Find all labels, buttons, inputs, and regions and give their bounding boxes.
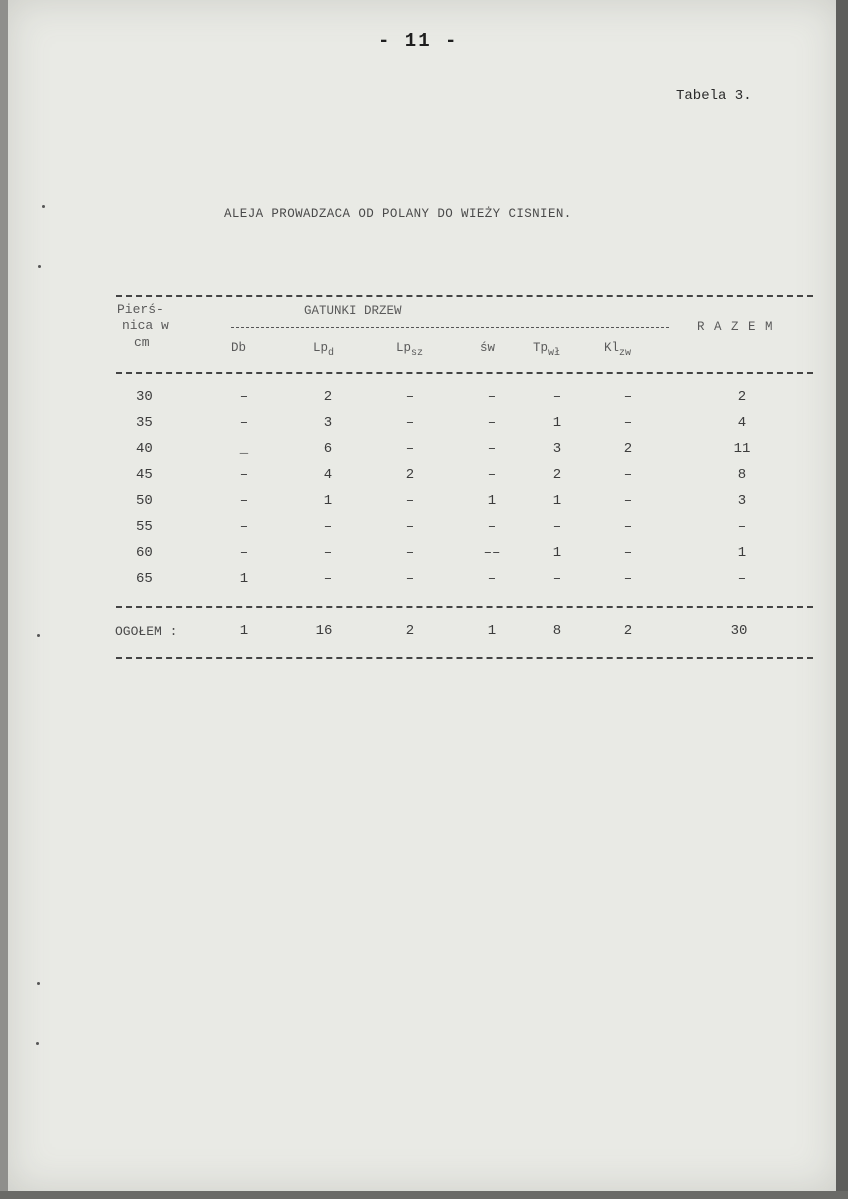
margin-dot bbox=[37, 634, 40, 637]
row-cell-db: – bbox=[239, 519, 249, 535]
total-db: 1 bbox=[239, 623, 249, 639]
total-tp: 8 bbox=[552, 623, 562, 639]
header-col-tp: $Tp_{wł}$ bbox=[533, 341, 561, 359]
row-diameter: 45 bbox=[136, 467, 153, 483]
page-number: - 11 - bbox=[378, 30, 459, 52]
row-cell-sw: – bbox=[487, 519, 497, 535]
row-cell-lpsz: 2 bbox=[405, 467, 415, 483]
row-diameter: 30 bbox=[136, 389, 153, 405]
row-cell-sw: – bbox=[487, 467, 497, 483]
row-cell-razem: 2 bbox=[737, 389, 747, 405]
total-lpd: 16 bbox=[315, 623, 333, 639]
row-cell-razem: 4 bbox=[737, 415, 747, 431]
row-diameter: 50 bbox=[136, 493, 153, 509]
row-cell-sw: – bbox=[487, 389, 497, 405]
row-cell-sw: 1 bbox=[487, 493, 497, 509]
header-razem: R A Z E M bbox=[697, 320, 774, 334]
table-title: ALEJA PROWADZACA OD POLANY DO WIEŻY CISNIEN. bbox=[224, 207, 572, 221]
row-cell-lpsz: – bbox=[405, 519, 415, 535]
row-cell-razem: 1 bbox=[737, 545, 747, 561]
header-diameter-line2: nica w bbox=[122, 318, 169, 333]
row-cell-kl: – bbox=[623, 389, 633, 405]
row-cell-lpsz: – bbox=[405, 571, 415, 587]
row-cell-db: 1 bbox=[239, 571, 249, 587]
row-diameter: 65 bbox=[136, 571, 153, 587]
margin-dot bbox=[37, 982, 40, 985]
row-cell-tp: 1 bbox=[552, 493, 562, 509]
header-species-group: GATUNKI DRZEW bbox=[304, 304, 402, 318]
row-cell-tp: 1 bbox=[552, 415, 562, 431]
margin-dot bbox=[36, 1042, 39, 1045]
total-label: OGOŁEM : bbox=[115, 624, 178, 639]
margin-dot bbox=[42, 205, 45, 208]
row-cell-lpd: 2 bbox=[323, 389, 333, 405]
scan-edge-bottom bbox=[0, 1191, 848, 1199]
row-cell-lpd: – bbox=[323, 545, 333, 561]
row-cell-lpd: 6 bbox=[323, 441, 333, 457]
header-bottom-rule bbox=[116, 372, 813, 374]
row-cell-db: – bbox=[239, 415, 249, 431]
row-cell-tp: 1 bbox=[552, 545, 562, 561]
row-diameter: 60 bbox=[136, 545, 153, 561]
row-cell-razem: 3 bbox=[737, 493, 747, 509]
row-cell-razem: – bbox=[737, 519, 747, 535]
row-cell-db: – bbox=[239, 493, 249, 509]
row-cell-kl: – bbox=[623, 519, 633, 535]
row-cell-lpd: – bbox=[323, 571, 333, 587]
row-cell-db: _ bbox=[239, 441, 249, 457]
header-diameter-line3: cm bbox=[134, 335, 150, 350]
header-group-rule bbox=[231, 327, 669, 328]
total-top-rule bbox=[116, 606, 813, 608]
row-cell-kl: – bbox=[623, 467, 633, 483]
row-cell-lpd: – bbox=[323, 519, 333, 535]
total-kl: 2 bbox=[623, 623, 633, 639]
row-cell-tp: – bbox=[552, 571, 562, 587]
row-cell-razem: 8 bbox=[737, 467, 747, 483]
row-diameter: 40 bbox=[136, 441, 153, 457]
table-top-rule bbox=[116, 295, 813, 297]
row-cell-tp: – bbox=[552, 389, 562, 405]
row-cell-tp: 2 bbox=[552, 467, 562, 483]
header-col-db: Db bbox=[231, 341, 247, 355]
row-cell-lpsz: – bbox=[405, 545, 415, 561]
row-cell-lpd: 1 bbox=[323, 493, 333, 509]
row-cell-lpsz: – bbox=[405, 415, 415, 431]
table-bottom-rule bbox=[116, 657, 813, 659]
total-razem: 30 bbox=[730, 623, 748, 639]
row-cell-sw: – bbox=[487, 571, 497, 587]
row-cell-tp: – bbox=[552, 519, 562, 535]
margin-dot bbox=[38, 265, 41, 268]
row-cell-sw: – bbox=[487, 415, 497, 431]
row-cell-db: – bbox=[239, 389, 249, 405]
row-cell-kl: 2 bbox=[623, 441, 633, 457]
row-cell-sw: – bbox=[487, 441, 497, 457]
row-cell-lpsz: – bbox=[405, 493, 415, 509]
total-lpsz: 2 bbox=[405, 623, 415, 639]
row-cell-lpd: 4 bbox=[323, 467, 333, 483]
row-cell-db: – bbox=[239, 545, 249, 561]
row-cell-lpsz: – bbox=[405, 441, 415, 457]
total-sw: 1 bbox=[487, 623, 497, 639]
document-page bbox=[8, 0, 838, 1191]
table-label: Tabela 3. bbox=[676, 88, 752, 104]
row-cell-kl: – bbox=[623, 571, 633, 587]
header-col-sw: św bbox=[480, 341, 496, 355]
row-cell-lpd: 3 bbox=[323, 415, 333, 431]
row-cell-sw: –– bbox=[483, 545, 501, 561]
row-cell-kl: – bbox=[623, 415, 633, 431]
row-diameter: 55 bbox=[136, 519, 153, 535]
scan-edge-right bbox=[836, 0, 848, 1199]
row-cell-kl: – bbox=[623, 545, 633, 561]
row-cell-tp: 3 bbox=[552, 441, 562, 457]
row-cell-razem: 11 bbox=[733, 441, 751, 457]
row-cell-kl: – bbox=[623, 493, 633, 509]
header-col-kl: $Kl_{zw}$ bbox=[604, 341, 632, 359]
header-col-lpsz: $Lp_{sz}$ bbox=[396, 341, 424, 359]
header-diameter-line1: Pierś- bbox=[117, 302, 164, 317]
row-cell-db: – bbox=[239, 467, 249, 483]
row-diameter: 35 bbox=[136, 415, 153, 431]
row-cell-lpsz: – bbox=[405, 389, 415, 405]
row-cell-razem: – bbox=[737, 571, 747, 587]
header-col-lpd: $Lp_d$ bbox=[313, 341, 335, 359]
